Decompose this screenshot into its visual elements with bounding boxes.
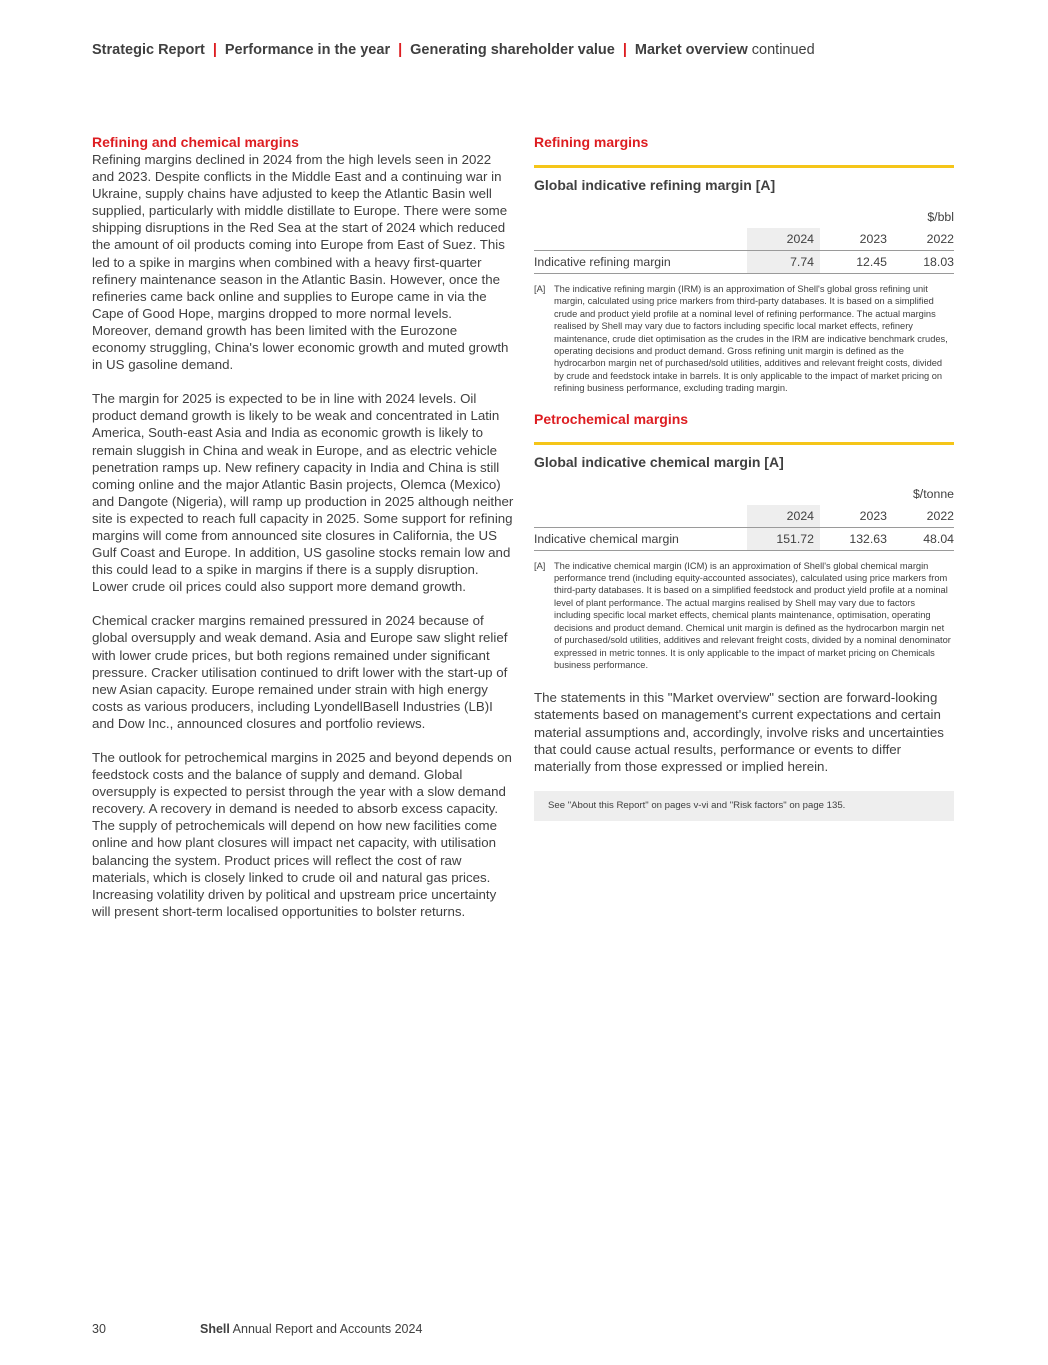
table-cell: 18.03 bbox=[887, 251, 954, 274]
column-header: 2024 bbox=[747, 505, 820, 528]
body-paragraph: The outlook for petrochemical margins in 2025 and beyond depends on feedstock costs and the balance of supply and demand. Global oversupply is expected to persist through the year with a slow demand recovery. A recovery in demand is needed to absorb excess capacity. The supply of petrochemicals will depend on how new facilities come online and how plant closures will impact net capacity, with utilisation balancing the system. Product prices will reflect the cost of raw materials, which is closely linked to crude oil and natural gas prices. Increasing volatility driven by political and upstream price uncertainty will present short-term localised opportunities to bolster returns. bbox=[92, 750, 512, 919]
section-heading-petrochemical: Petrochemical margins bbox=[534, 410, 689, 427]
section-heading-refining: Refining margins bbox=[534, 134, 649, 150]
right-column bbox=[534, 134, 954, 821]
yellow-divider bbox=[534, 165, 954, 168]
column-header: 2024 bbox=[747, 228, 820, 251]
body-paragraph: Chemical cracker margins remained pressured in 2024 because of global oversupply and weak demand. Asia and Europe saw slight relief with lower crude prices, but both regions remained under significant pressure. Cracker utilisation continued to drift lower with the start-up of new Asian capacity. Europe remained under strain with high energy costs as various producers, including LyondellBasell Industries (LB)I and Dow Inc., announced closures and portfolio reviews. bbox=[92, 613, 508, 731]
breadcrumb-shareholder-value[interactable]: Generating shareholder value bbox=[410, 42, 615, 58]
footnote-refining bbox=[534, 283, 954, 395]
table-unit: $/tonne bbox=[912, 486, 954, 501]
breadcrumb-market-overview[interactable]: Market overview bbox=[634, 42, 748, 58]
table-unit: $/bbl bbox=[927, 210, 954, 224]
footnote-text: The indicative refining margin (IRM) is an approximation of Shell's global gross refining unit margin, calculated using price markers from third-party databases. It is based on a simplified crude and product yield profile at a nominal level of refining performance. The actual margins realised by Shell may vary due to factors including specific local market effects, refinery maintenance, crude diet optimisation as the crudes in the IRM are indicative benchmark crudes, operating decisions and product demand. Gross refining unit margin is defined as the hydrocarbon margin net of purchased/sold utilities, additives and relevant freight costs, divided by crude and feedstock intake in barrels. It is only applicable to the impact of market pricing on refining business performance, excluding trading margin. bbox=[554, 284, 948, 394]
table-cell: 132.63 bbox=[820, 527, 887, 550]
breadcrumb-separator: | bbox=[398, 42, 403, 58]
breadcrumb bbox=[92, 42, 815, 58]
table-cell: 12.45 bbox=[820, 251, 887, 274]
breadcrumb-performance[interactable]: Performance in the year bbox=[224, 42, 391, 58]
body-paragraph: The margin for 2025 is expected to be in line with 2024 levels. Oil product demand growth is likely to be weak and concentrated in Latin America, South-east Asia and India as economic growth is likely to remain sluggish in China and weak in Europe, and as electric vehicle penetration ramps up. New refinery capacity in India and China is still coming online and the major Atlantic Basin projects, Olemca (Mexico) and Dangote (Nigeria), will ramp up production in 2025 although neither site is expected to reach full capacity in 2025. Some support for refining margins will come from announced site closures in California, the US Gulf Coast and Europe. In addition, US gasoline stocks remain low and this could lead to a spike in margins if there is a supply disruption. Lower crude oil prices could also support more demand growth. bbox=[92, 391, 514, 595]
left-column bbox=[92, 134, 514, 937]
table-title-chemical: Global indicative chemical margin [A] bbox=[534, 453, 784, 470]
breadcrumb-strategic-report[interactable]: Strategic Report bbox=[92, 42, 205, 58]
table-row bbox=[534, 251, 954, 274]
row-label: Indicative refining margin bbox=[534, 251, 747, 274]
refining-margin-table bbox=[534, 206, 954, 274]
column-header: 2023 bbox=[820, 505, 887, 528]
body-paragraph: Refining margins declined in 2024 from the high levels seen in 2022 and 2023. Despite conflicts in the Middle East and a continuing war in Ukraine, supply chains have adjusted to keep the Atlantic Basin well supplied, particularly with middle distillate to Europe. There were some shipping disruptions in the Red Sea at the start of 2024 which reduced the amount of oil products coming into Europe from East of Suez. This led to a spike in margins when combined with a heavy first-quarter refinery maintenance season in the Atlantic Basin. However, once the refineries came back online and supplies to Europe came in via the Cape of Good Hope, margins dropped to more normal levels. Moreover, demand growth has been limited with the Eurozone economy struggling, China's lower economic growth and muted growth in US gasoline demand. bbox=[92, 152, 509, 373]
page-footer bbox=[92, 1322, 422, 1336]
breadcrumb-continued: continued bbox=[751, 42, 815, 58]
table-row bbox=[534, 527, 954, 550]
report-title: Annual Report and Accounts 2024 bbox=[232, 1322, 423, 1336]
footnote-tag: [A] bbox=[534, 284, 546, 294]
footnote-chemical bbox=[534, 560, 954, 672]
brand-name: Shell bbox=[200, 1322, 230, 1336]
column-header: 2022 bbox=[887, 505, 954, 528]
page-number: 30 bbox=[92, 1322, 106, 1336]
breadcrumb-separator: | bbox=[622, 42, 627, 58]
chemical-margin-table bbox=[534, 483, 954, 551]
section-heading-margins: Refining and chemical margins bbox=[92, 134, 299, 150]
table-title-refining: Global indicative refining margin [A] bbox=[534, 177, 776, 193]
column-header: 2023 bbox=[820, 228, 887, 251]
yellow-divider bbox=[534, 442, 954, 445]
table-cell: 151.72 bbox=[747, 527, 820, 550]
breadcrumb-separator: | bbox=[212, 42, 217, 58]
forward-looking-statement: The statements in this "Market overview" section are forward-looking statements based on management's current expectations and certain material assumptions and, accordingly, involve risks and uncertainties that could cause actual results, performance or events to differ materially from those expressed or implied herein. bbox=[534, 690, 944, 774]
column-header: 2022 bbox=[887, 228, 954, 251]
footnote-text: The indicative chemical margin (ICM) is an approximation of Shell's global chemical margin performance trend (including equity-accounted associates), calculated using price markers from third-party databases. It is based on a simplified feedstock and product yield profile at a nominal level of plant performance. The actual margins realised by Shell may vary due to factors including specific local market effects, chemical plants maintenance, optimisation, operating decisions and product demand. Chemical unit margin is defined as the hydrocarbon margin net of purchased/sold utilities, additives and relevant freight costs, divided by a nominal denominator expressed in metric tonnes. It is only applicable to the impact of market pricing on Chemicals business performance. bbox=[554, 560, 951, 670]
row-label: Indicative chemical margin bbox=[534, 527, 747, 550]
table-cell: 48.04 bbox=[887, 527, 954, 550]
footnote-tag: [A] bbox=[534, 560, 546, 571]
table-cell: 7.74 bbox=[747, 251, 820, 274]
about-report-note[interactable]: See "About this Report" on pages v-vi and "Risk factors" on page 135. bbox=[534, 791, 954, 821]
